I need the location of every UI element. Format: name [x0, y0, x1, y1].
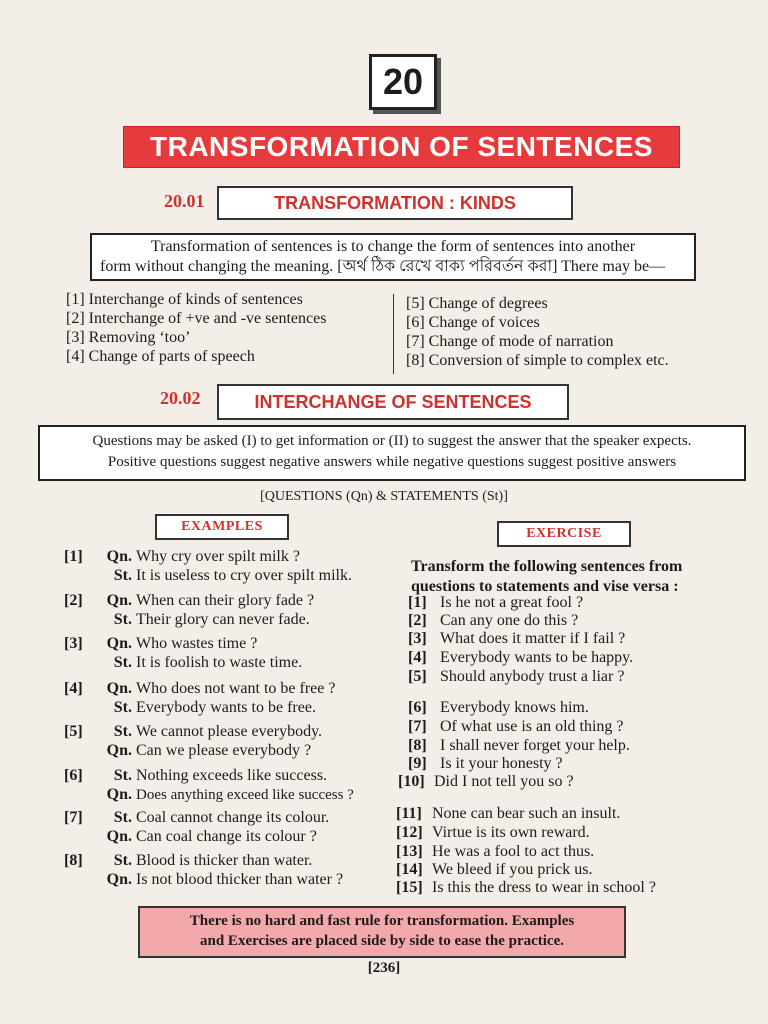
- exercise-text: Of what use is an old thing ?: [440, 718, 624, 735]
- example-line: Who wastes time ?: [136, 635, 258, 652]
- questions-note-box: [38, 425, 746, 481]
- practice-note-line-2: and Exercises are placed side by side to ease the practice.: [200, 933, 564, 949]
- example-item: [64, 766, 354, 805]
- example-item: [64, 634, 302, 672]
- exercise-number: [3]: [408, 630, 427, 647]
- kind-item: [4] Change of parts of speech: [66, 348, 255, 365]
- note-line-1: Questions may be asked (I) to get information or (II) to suggest the answer that the speaker expects.: [92, 433, 692, 449]
- exercise-number: [7]: [408, 718, 427, 735]
- example-item: [64, 679, 335, 717]
- example-tag: Qn.: [106, 742, 132, 759]
- example-tag: Qn.: [106, 635, 132, 652]
- example-number: [6]: [64, 767, 83, 784]
- example-tag: Qn.: [106, 786, 132, 803]
- exercise-text: Is he not a great fool ?: [440, 594, 584, 611]
- example-line: Is not blood thicker than water ?: [136, 871, 344, 888]
- exercise-number: [4]: [408, 649, 427, 666]
- definition-box: [90, 233, 696, 281]
- example-line: When can their glory fade ?: [136, 592, 315, 609]
- kind-item: [3] Removing ‘too’: [66, 329, 191, 346]
- definition-line-1: Transformation of sentences is to change the form of sentences into another: [150, 238, 636, 255]
- example-line: Their glory can never fade.: [136, 611, 310, 628]
- exercise-number: [5]: [408, 668, 427, 685]
- exercise-number: [15]: [396, 879, 423, 896]
- exercise-item: [408, 667, 624, 686]
- example-tag: St.: [113, 654, 132, 671]
- exercise-item: [408, 611, 578, 630]
- exercise-item: [396, 860, 592, 879]
- exercise-number: [13]: [396, 843, 423, 860]
- example-tag: St.: [113, 723, 132, 740]
- example-item: [64, 808, 329, 846]
- exercise-label: EXERCISE: [497, 521, 631, 547]
- exercise-item: [408, 593, 583, 612]
- examples-label: EXAMPLES: [155, 514, 289, 540]
- exercise-item: [408, 648, 633, 667]
- exercise-number: [2]: [408, 612, 427, 629]
- section-title-2: INTERCHANGE OF SENTENCES: [217, 384, 569, 420]
- exercise-text: What does it matter if I fail ?: [440, 630, 626, 647]
- example-tag: Qn.: [106, 828, 132, 845]
- note-line-2: Positive questions suggest negative answers while negative questions suggest positive answers: [107, 454, 677, 470]
- example-item: [64, 547, 352, 585]
- example-line: Who does not want to be free ?: [136, 680, 336, 697]
- example-line: It is foolish to waste time.: [136, 654, 303, 671]
- questions-subheading: [QUESTIONS (Qn) & STATEMENTS (St)]: [260, 489, 508, 504]
- kind-item: [8] Conversion of simple to complex etc.: [406, 352, 669, 369]
- example-tag: St.: [113, 852, 132, 869]
- example-number: [8]: [64, 852, 83, 869]
- example-number: [2]: [64, 592, 83, 609]
- kinds-list-right: [406, 294, 669, 370]
- example-tag: St.: [113, 809, 132, 826]
- column-divider: [393, 294, 394, 374]
- definition-line-2: form without changing the meaning. [অর্থ ঠিক রেখে বাক্য পরিবর্তন করা] There may be—: [100, 258, 666, 275]
- example-line: It is useless to cry over spilt milk.: [136, 567, 352, 584]
- exercise-item: [396, 823, 590, 842]
- example-tag: Qn.: [106, 592, 132, 609]
- exercise-item: [408, 698, 589, 717]
- exercise-instruction: Transform the following sentences from questions to statements and vise versa :: [411, 558, 683, 595]
- chapter-number: 20: [369, 54, 437, 110]
- example-tag: St.: [113, 699, 132, 716]
- exercise-item: [408, 736, 630, 755]
- example-item: [64, 722, 322, 760]
- exercise-text: Is it your honesty ?: [440, 755, 563, 772]
- exercise-text: We bleed if you prick us.: [432, 861, 593, 878]
- kind-item: [6] Change of voices: [406, 314, 540, 331]
- exercise-text: Virtue is its own reward.: [432, 824, 590, 841]
- example-tag: St.: [113, 567, 132, 584]
- section-title-1: TRANSFORMATION : KINDS: [217, 186, 573, 220]
- exercise-number: [8]: [408, 737, 427, 754]
- example-line: Blood is thicker than water.: [136, 852, 313, 869]
- section-number-2: 20.02: [160, 388, 201, 408]
- exercise-item: [398, 772, 574, 791]
- example-line: Nothing exceeds like success.: [136, 767, 328, 784]
- example-line: Can we please everybody ?: [136, 742, 312, 759]
- example-item: [64, 591, 314, 629]
- kind-item: [5] Change of degrees: [406, 295, 548, 312]
- example-number: [1]: [64, 548, 83, 565]
- exercise-text: Did I not tell you so ?: [434, 773, 574, 790]
- exercise-item: [396, 804, 620, 823]
- exercise-number: [6]: [408, 699, 427, 716]
- practice-note-box: [138, 906, 626, 958]
- kind-item: [1] Interchange of kinds of sentences: [66, 291, 303, 308]
- exercise-text: Is this the dress to wear in school ?: [432, 879, 656, 896]
- example-number: [3]: [64, 635, 83, 652]
- example-number: [7]: [64, 809, 83, 826]
- exercise-number: [1]: [408, 594, 427, 611]
- exercise-number: [9]: [408, 755, 427, 772]
- kind-item: [7] Change of mode of narration: [406, 333, 614, 350]
- example-line: We cannot please everybody.: [136, 723, 323, 740]
- practice-note-line-1: There is no hard and fast rule for transformation. Examples: [189, 913, 575, 929]
- exercise-text: Everybody wants to be happy.: [440, 649, 634, 666]
- example-number: [4]: [64, 680, 83, 697]
- example-item: [64, 851, 343, 889]
- kind-item: [2] Interchange of +ve and -ve sentences: [66, 310, 327, 327]
- exercise-number: [12]: [396, 824, 423, 841]
- example-line: Does anything exceed like success ?: [136, 787, 354, 803]
- exercise-item: [396, 842, 594, 861]
- example-tag: Qn.: [106, 871, 132, 888]
- example-tag: St.: [113, 611, 132, 628]
- exercise-item: [408, 629, 625, 648]
- chapter-title: TRANSFORMATION OF SENTENCES: [123, 126, 680, 168]
- exercise-text: Should anybody trust a liar ?: [440, 668, 625, 685]
- example-tag: Qn.: [106, 680, 132, 697]
- example-tag: St.: [113, 767, 132, 784]
- page-number: [236]: [367, 960, 401, 976]
- exercise-item: [408, 754, 563, 773]
- kinds-list-left: [66, 290, 326, 366]
- section-number-1: 20.01: [164, 191, 205, 211]
- exercise-item: [396, 878, 656, 897]
- exercise-text: Can any one do this ?: [440, 612, 579, 629]
- example-tag: Qn.: [106, 548, 132, 565]
- exercise-item: [408, 717, 624, 736]
- exercise-number: [10]: [398, 773, 425, 790]
- example-line: Everybody wants to be free.: [136, 699, 316, 716]
- example-line: Coal cannot change its colour.: [136, 809, 330, 826]
- example-number: [5]: [64, 723, 83, 740]
- exercise-text: He was a fool to act thus.: [432, 843, 595, 860]
- exercise-number: [14]: [396, 861, 423, 878]
- exercise-text: I shall never forget your help.: [440, 737, 630, 754]
- exercise-number: [11]: [396, 805, 422, 822]
- example-line: Can coal change its colour ?: [136, 828, 317, 845]
- exercise-text: Everybody knows him.: [440, 699, 589, 716]
- exercise-text: None can bear such an insult.: [432, 805, 621, 822]
- example-line: Why cry over spilt milk ?: [136, 548, 300, 565]
